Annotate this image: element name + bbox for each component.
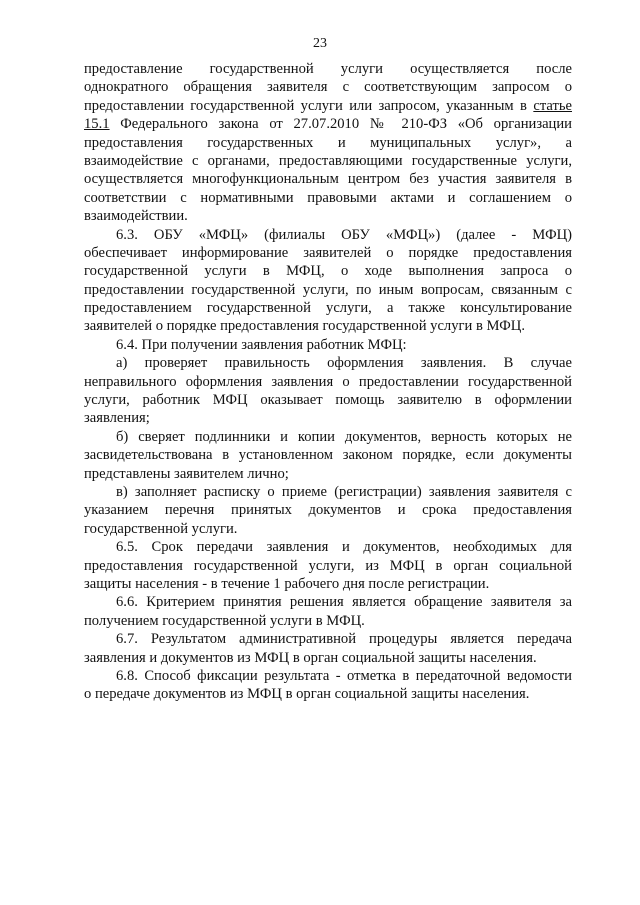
text-line: обеспечивает информирование заявителей о порядке предоставления [84, 244, 572, 261]
text-line: предоставлении государственной услуги или запросом, указанным в статье [84, 97, 572, 114]
text-line: заявителей о порядке предоставления государственной услуги в МФЦ. [84, 318, 525, 335]
page-number: 23 [313, 36, 327, 51]
text-line: 6.8. Способ фиксации результата - отметка в передаточной ведомости [116, 667, 572, 684]
text-line: предоставления государственных и муниципальных услуг», а [84, 134, 572, 151]
text-line: заявления; [84, 410, 150, 427]
text-line: однократного обращения заявителя с соответствующим запросом о [84, 79, 572, 96]
text-line: указанием перечня принятых документов и срока предоставления [84, 502, 572, 519]
text-line: получением государственной услуги в МФЦ. [84, 612, 365, 629]
text-line: засвидетельствована в установленном законом порядке, если документы [84, 447, 572, 464]
text-line: государственной услуги. [84, 520, 238, 537]
text-line: заявления и документов из МФЦ в орган социальной защиты населения. [84, 649, 537, 666]
text-line: взаимодействие с органами, предоставляющими государственные услуги, [84, 152, 572, 169]
text-line: предоставлением государственной услуги, а также консультирование [84, 300, 572, 317]
text-line: в) заполняет расписку о приеме (регистрации) заявления заявителя с [116, 483, 572, 500]
text-line: представлены заявителем лично; [84, 465, 289, 482]
text-line: соответствии с нормативными правовыми актами и соглашением о [84, 189, 572, 206]
text-line: услуги, работник МФЦ оказывает помощь заявителю в оформлении [84, 392, 572, 409]
text-line: 15.1 Федерального закона от 27.07.2010 № 210-ФЗ «Об организации [84, 116, 572, 133]
document-body [84, 60, 572, 704]
text-line: 6.7. Результатом административной процедуры является передача [116, 631, 572, 648]
text-line: защиты населения - в течение 1 рабочего дня после регистрации. [84, 575, 490, 592]
law-link[interactable]: 15.1 [84, 116, 110, 133]
text-line: государственной услуги в МФЦ, о ходе выполнения запроса о [84, 263, 572, 280]
text-line: предоставления государственной услуги, из МФЦ в орган социальной [84, 557, 572, 574]
text-line: о передаче документов из МФЦ в орган социальной защиты населения. [84, 686, 530, 703]
text-line: взаимодействии. [84, 208, 188, 225]
text-line: б) сверяет подлинники и копии документов, верность которых не [116, 428, 572, 445]
text-line: предоставление государственной услуги осуществляется после [84, 61, 572, 77]
text-line: осуществляется многофункциональным центром без участия заявителя в [84, 171, 572, 188]
law-link[interactable]: статье [533, 97, 572, 114]
text-line: а) проверяет правильность оформления заявления. В случае [116, 355, 572, 372]
text-line: 6.6. Критерием принятия решения является обращение заявителя за [116, 594, 572, 611]
text-line: предоставлении государственной услуги, по иным вопросам, связанным с [84, 281, 572, 298]
text-line: 6.4. При получении заявления работник МФЦ: [116, 336, 407, 353]
text-line: 6.3. ОБУ «МФЦ» (филиалы ОБУ «МФЦ») (далее - МФЦ) [116, 226, 572, 243]
text-line: 6.5. Срок передачи заявления и документов, необходимых для [116, 539, 572, 556]
text-line: неправильного оформления заявления о предоставлении государственной [84, 373, 572, 390]
